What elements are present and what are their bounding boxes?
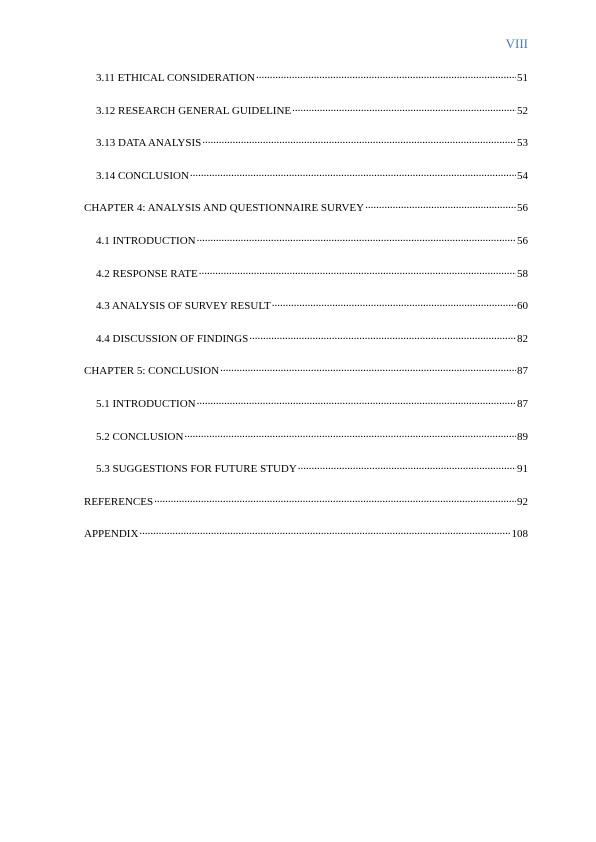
toc-entry-5-3[interactable] xyxy=(84,461,528,494)
toc-entry-4-2[interactable] xyxy=(84,266,528,299)
toc-entry-title: 4.2 RESPONSE RATE xyxy=(96,267,198,280)
toc-entry-5-2[interactable] xyxy=(84,429,528,462)
toc-entry-page: 52 xyxy=(517,104,528,117)
toc-dot-leader xyxy=(139,526,510,537)
toc-dot-leader xyxy=(249,331,516,342)
toc-dot-leader xyxy=(292,103,516,114)
toc-entry-title: CHAPTER 5: CONCLUSION xyxy=(84,365,220,378)
toc-dot-leader xyxy=(272,298,516,309)
toc-entry-page: 58 xyxy=(517,267,528,280)
toc-entry-page: 51 xyxy=(517,72,528,84)
table-of-contents xyxy=(84,70,528,559)
toc-entry-title: 5.1 INTRODUCTION xyxy=(96,397,196,410)
toc-entry-title: 3.14 CONCLUSION xyxy=(96,169,189,182)
toc-entry-title: APPENDIX xyxy=(84,528,139,541)
toc-entry-title: 5.2 CONCLUSION xyxy=(96,430,184,443)
toc-entry-title: 4.3 ANALYSIS OF SURVEY RESULT xyxy=(96,300,271,313)
toc-entry-title: 3.12 RESEARCH GENERAL GUIDELINE xyxy=(96,104,292,117)
toc-entry-title: REFERENCES xyxy=(84,495,154,508)
toc-dot-leader xyxy=(190,168,516,179)
toc-entry-page: 89 xyxy=(517,430,528,443)
toc-entry-4-4[interactable] xyxy=(84,331,528,364)
toc-entry-page: 92 xyxy=(517,495,528,508)
toc-dot-leader xyxy=(202,135,516,146)
toc-entry-title: CHAPTER 4: ANALYSIS AND QUESTIONNAIRE SURVEY xyxy=(84,202,365,215)
toc-entry-page: 82 xyxy=(517,332,528,345)
toc-dot-leader xyxy=(154,494,516,505)
toc-dot-leader xyxy=(197,396,516,407)
toc-dot-leader xyxy=(220,363,516,374)
toc-entry-chapter-5[interactable] xyxy=(84,363,528,396)
toc-entry-title: 4.4 DISCUSSION OF FINDINGS xyxy=(96,332,249,345)
toc-entry-title: 4.1 INTRODUCTION xyxy=(96,234,196,247)
toc-entry-page: 53 xyxy=(517,137,528,150)
toc-entry-page: 54 xyxy=(517,169,528,182)
toc-entry-title: 5.3 SUGGESTIONS FOR FUTURE STUDY xyxy=(96,463,297,476)
toc-entry-3-12[interactable] xyxy=(84,103,528,136)
toc-entry-5-1[interactable] xyxy=(84,396,528,429)
toc-entry-3-11[interactable] xyxy=(84,70,528,103)
toc-dot-leader xyxy=(365,200,516,211)
toc-dot-leader xyxy=(256,70,516,81)
toc-entry-page: 87 xyxy=(517,365,528,378)
toc-entry-appendix[interactable] xyxy=(84,526,528,559)
toc-entry-3-14[interactable] xyxy=(84,168,528,201)
toc-dot-leader xyxy=(197,233,516,244)
toc-entry-references[interactable] xyxy=(84,494,528,527)
toc-entry-3-13[interactable] xyxy=(84,135,528,168)
toc-entry-chapter-4[interactable] xyxy=(84,200,528,233)
toc-entry-page: 87 xyxy=(517,397,528,410)
toc-entry-4-1[interactable] xyxy=(84,233,528,266)
toc-entry-page: 91 xyxy=(517,463,528,476)
toc-dot-leader xyxy=(298,461,516,472)
toc-entry-page: 56 xyxy=(517,234,528,247)
toc-entry-page: 56 xyxy=(517,202,528,215)
toc-entry-page: 60 xyxy=(517,300,528,313)
toc-dot-leader xyxy=(199,266,516,277)
toc-entry-title: 3.11 ETHICAL CONSIDERATION xyxy=(96,72,255,84)
page-number: VIII xyxy=(505,36,528,51)
toc-entry-title: 3.13 DATA ANALYSIS xyxy=(96,137,202,150)
toc-entry-4-3[interactable] xyxy=(84,298,528,331)
toc-dot-leader xyxy=(184,429,516,440)
toc-entry-page: 108 xyxy=(511,528,528,541)
